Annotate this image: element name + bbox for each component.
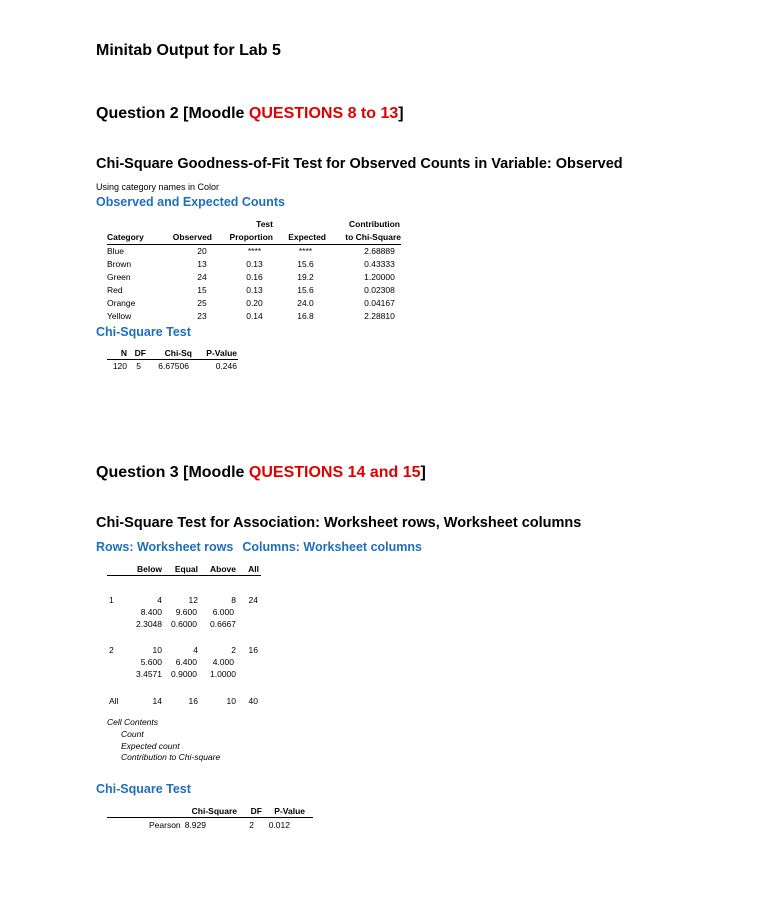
question-2-heading bbox=[96, 105, 404, 123]
cell-contents-contribution: Contribution to Chi-square bbox=[121, 752, 221, 762]
row1-exp-below: 8.400 bbox=[140, 607, 162, 617]
q2-hdr-n: N bbox=[120, 348, 127, 358]
gof-table-title: Observed and Expected Counts bbox=[96, 195, 285, 209]
q3-heading-red: QUESTIONS 14 and 15 bbox=[248, 464, 421, 481]
row2-contrib-above: 1.0000 bbox=[210, 669, 236, 679]
col-expected: Expected bbox=[273, 231, 326, 245]
col-contrib: to Chi-Square bbox=[326, 231, 401, 245]
contingency-table bbox=[107, 564, 263, 709]
cell-proportion: 0.14 bbox=[246, 311, 263, 321]
q2-chisq-value-row bbox=[107, 361, 238, 372]
cols-label: Columns: Worksheet columns bbox=[242, 540, 422, 554]
q3-pearson-row bbox=[107, 820, 313, 831]
q2-hdr-df: DF bbox=[134, 348, 146, 358]
gof-test-title: Chi-Square Goodness-of-Fit Test for Observed Counts in Variable: Observed bbox=[96, 156, 623, 172]
q2-val-pvalue: 0.246 bbox=[215, 361, 237, 371]
row1-contrib-below: 2.3048 bbox=[136, 619, 162, 629]
cell-proportion: 0.20 bbox=[246, 298, 263, 308]
cell-observed: 20 bbox=[197, 246, 207, 256]
cell-observed: 13 bbox=[197, 259, 207, 269]
row2-label: 2 bbox=[109, 645, 114, 655]
pearson-chisq: 8.929 bbox=[184, 820, 206, 830]
pearson-label: Pearson bbox=[149, 820, 181, 830]
question-3-heading bbox=[96, 464, 426, 482]
cell-category: Green bbox=[107, 272, 131, 282]
row1-count-above: 8 bbox=[231, 595, 236, 605]
q3-hdr-pvalue: P-Value bbox=[274, 806, 305, 816]
table-row bbox=[107, 284, 401, 297]
q2-hdr-pvalue: P-Value bbox=[206, 348, 237, 358]
hdr-all: All bbox=[248, 564, 259, 574]
rows-label: Rows: Worksheet rows bbox=[96, 540, 234, 554]
q2-heading-suffix: ] bbox=[398, 105, 404, 122]
cell-expected: 15.6 bbox=[297, 285, 314, 295]
cell-proportion: 0.13 bbox=[246, 259, 263, 269]
contingency-header-row bbox=[107, 564, 261, 576]
q2-val-chisq: 6.67506 bbox=[158, 361, 189, 371]
hdr-above: Above bbox=[210, 564, 236, 574]
row-all-above: 10 bbox=[226, 696, 236, 706]
row2-count-all: 16 bbox=[248, 645, 258, 655]
hdr-equal: Equal bbox=[174, 564, 198, 574]
cell-contents-count: Count bbox=[121, 729, 144, 739]
row-all-label: All bbox=[109, 696, 119, 706]
cell-contribution: 0.04167 bbox=[364, 298, 395, 308]
row-all-below: 14 bbox=[152, 696, 162, 706]
row2-exp-below: 5.600 bbox=[140, 657, 162, 667]
cell-contribution: 1.20000 bbox=[364, 272, 395, 282]
q2-val-df: 5 bbox=[136, 361, 141, 371]
row1-count-all: 24 bbox=[248, 595, 258, 605]
table-row bbox=[107, 245, 401, 259]
q2-val-n: 120 bbox=[112, 361, 127, 371]
table-row bbox=[107, 271, 401, 284]
gof-note: Using category names in Color bbox=[96, 182, 220, 192]
row1-label: 1 bbox=[109, 595, 114, 605]
cell-proportion: 0.16 bbox=[246, 272, 263, 282]
cell-observed: 23 bbox=[197, 311, 207, 321]
q3-heading-suffix: ] bbox=[420, 464, 426, 481]
col-contrib-top: Contribution bbox=[349, 219, 400, 229]
q2-chisq-header-row bbox=[107, 348, 238, 360]
cell-contribution: 2.68889 bbox=[364, 246, 395, 256]
cell-category: Red bbox=[107, 285, 123, 295]
table-row bbox=[107, 310, 401, 323]
row2-contrib-equal: 0.9000 bbox=[171, 669, 197, 679]
cell-contribution: 0.02308 bbox=[364, 285, 395, 295]
cell-category: Brown bbox=[107, 259, 132, 269]
col-proportion: Proportion bbox=[212, 231, 273, 245]
observed-expected-table bbox=[107, 231, 401, 323]
cell-expected: 16.8 bbox=[297, 311, 314, 321]
row2-count-equal: 4 bbox=[193, 645, 198, 655]
q3-hdr-chisq: Chi-Square bbox=[191, 806, 237, 816]
hdr-below: Below bbox=[136, 564, 162, 574]
row2-count-below: 10 bbox=[152, 645, 162, 655]
cell-proportion: **** bbox=[247, 246, 262, 256]
q3-hdr-df: DF bbox=[250, 806, 262, 816]
cell-expected: 24.0 bbox=[297, 298, 314, 308]
row2-count-above: 2 bbox=[231, 645, 236, 655]
cell-category: Yellow bbox=[107, 311, 132, 321]
cell-category: Blue bbox=[107, 246, 125, 256]
q2-hdr-chisq: Chi-Sq bbox=[164, 348, 192, 358]
row-all-all: 40 bbox=[248, 696, 258, 706]
table-header-row bbox=[107, 231, 401, 245]
q2-chisq-title: Chi-Square Test bbox=[96, 325, 191, 339]
table-row bbox=[107, 258, 401, 271]
row2-exp-above: 4.000 bbox=[212, 657, 234, 667]
cell-observed: 24 bbox=[197, 272, 207, 282]
table-row bbox=[107, 297, 401, 310]
cell-observed: 25 bbox=[197, 298, 207, 308]
cell-proportion: 0.13 bbox=[246, 285, 263, 295]
cell-contents-expected: Expected count bbox=[121, 741, 180, 751]
cell-contents-title: Cell Contents bbox=[107, 717, 159, 727]
cell-contribution: 2.28810 bbox=[364, 311, 395, 321]
col-category: Category bbox=[107, 231, 152, 245]
page-title: Minitab Output for Lab 5 bbox=[96, 42, 281, 59]
q3-chisq-title: Chi-Square Test bbox=[96, 782, 191, 796]
q3-chisq-table bbox=[107, 806, 313, 832]
cell-observed: 15 bbox=[197, 285, 207, 295]
association-test-title: Chi-Square Test for Association: Worksheet rows, Worksheet columns bbox=[96, 515, 582, 531]
cell-contribution: 0.43333 bbox=[364, 259, 395, 269]
row2-contrib-below: 3.4571 bbox=[136, 669, 162, 679]
row2-exp-equal: 6.400 bbox=[175, 657, 197, 667]
cell-expected: 15.6 bbox=[297, 259, 314, 269]
row1-count-below: 4 bbox=[157, 595, 162, 605]
pearson-pvalue: 0.012 bbox=[268, 820, 290, 830]
cell-expected: 19.2 bbox=[297, 272, 314, 282]
row1-exp-equal: 9.600 bbox=[175, 607, 197, 617]
pearson-df: 2 bbox=[249, 820, 254, 830]
row-all-equal: 16 bbox=[188, 696, 198, 706]
cell-category: Orange bbox=[107, 298, 136, 308]
q2-heading-prefix: Question 2 [Moodle bbox=[96, 105, 249, 122]
row1-contrib-equal: 0.6000 bbox=[171, 619, 197, 629]
q2-chisq-table bbox=[107, 348, 238, 372]
q2-heading-red: QUESTIONS 8 to 13 bbox=[248, 105, 399, 122]
row1-exp-above: 6.000 bbox=[212, 607, 234, 617]
row1-count-equal: 12 bbox=[188, 595, 198, 605]
row1-contrib-above: 0.6667 bbox=[210, 619, 236, 629]
rows-cols-label bbox=[96, 540, 422, 554]
col-observed: Observed bbox=[152, 231, 212, 245]
q3-heading-prefix: Question 3 [Moodle bbox=[96, 464, 249, 481]
q3-chisq-header-row bbox=[107, 806, 313, 818]
cell-expected: **** bbox=[298, 246, 313, 256]
col-test-top: Test bbox=[256, 219, 273, 229]
